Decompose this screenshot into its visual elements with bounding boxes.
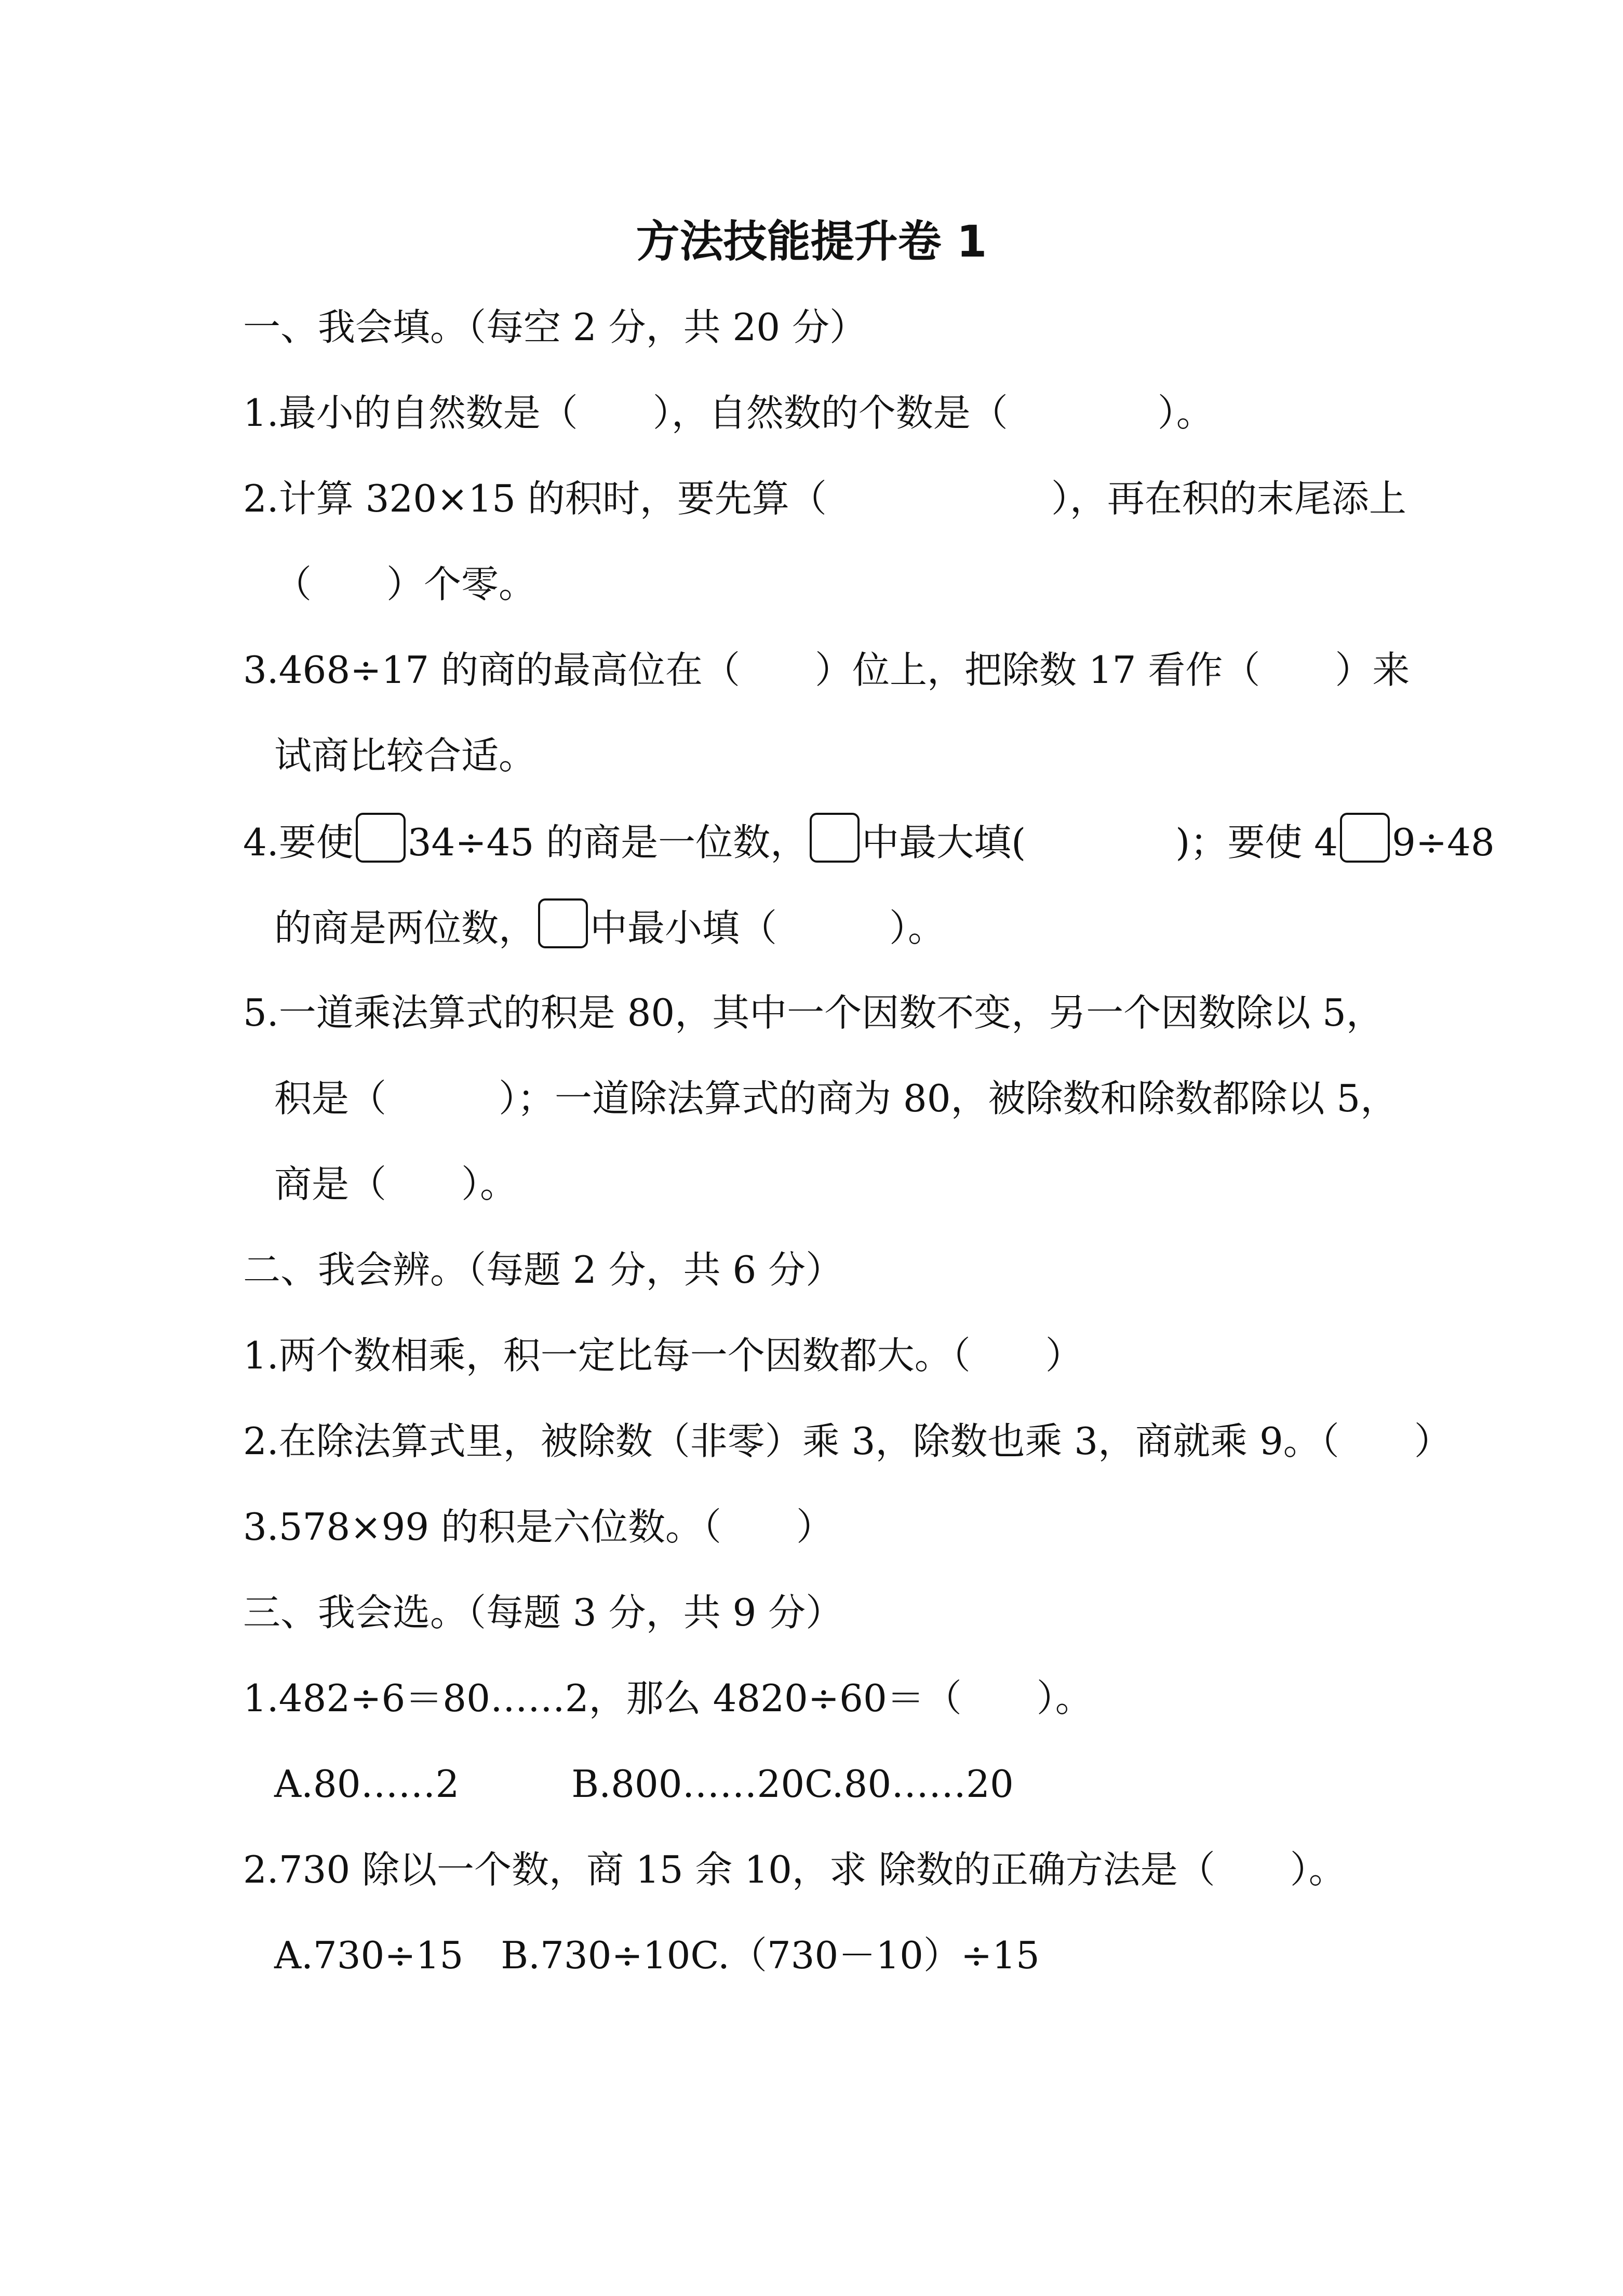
fill-question-4 (243, 813, 1495, 871)
fill-question-5-end: 商是（ ）。 (274, 1162, 518, 1206)
section-heading-fill: 一、我会填。（每空 2 分，共 20 分） (243, 305, 867, 349)
section-heading-choose: 三、我会选。（每题 3 分，共 9 分） (243, 1591, 843, 1634)
answer-box[interactable] (356, 813, 406, 863)
fill-question-4-suffix: 9÷48 (1392, 821, 1495, 864)
fill-question-3: 3.468÷17 的商的最高位在（ ）位上，把除数 17 看作（ ）来 (243, 648, 1410, 692)
answer-box[interactable] (1340, 813, 1390, 863)
page-title: 方法技能提升卷 1 (636, 216, 987, 267)
fill-question-2: 2.计算 320×15 的积时，要先算（ ），再在积的末尾添上 (243, 477, 1406, 520)
fill-question-5-continued: 积是（ ）；一道除法算式的商为 80，被除数和除数都除以 5， (274, 1077, 1398, 1120)
fill-question-5: 5.一道乘法算式的积是 80，其中一个因数不变，另一个因数除以 5， (243, 991, 1384, 1035)
answer-box[interactable] (810, 813, 860, 863)
section-heading-judge: 二、我会辨。（每题 2 分，共 6 分） (243, 1248, 843, 1292)
fill-question-2-continued: （ ）个零。 (274, 562, 536, 606)
choose-question-2: 2.730 除以一个数，商 15 余 10，求 除数的正确方法是（ ）。 (243, 1848, 1346, 1891)
judge-question-2: 2.在除法算式里，被除数（非零）乘 3，除数也乘 3，商就乘 9。（ ） (243, 1419, 1452, 1463)
choose-question-2-options: A.730÷15 B.730÷10C.（730－10）÷15 (274, 1934, 1040, 1977)
fill-question-4b-prefix: 的商是两位数， (274, 906, 536, 950)
choose-question-1-options: A.80……2 B.800……20C.80……20 (274, 1762, 1014, 1806)
judge-question-3: 3.578×99 的积是六位数。（ ） (243, 1505, 834, 1549)
fill-question-4-continued (274, 898, 945, 957)
fill-question-1: 1.最小的自然数是（ ），自然数的个数是（ ）。 (243, 391, 1214, 435)
judge-question-1: 1.两个数相乘，积一定比每一个因数都大。（ ） (243, 1334, 1083, 1377)
answer-box[interactable] (538, 898, 588, 948)
fill-question-4b-suffix: 中最小填（ ）。 (590, 906, 946, 950)
fill-question-4-mid2: 中最大填( )；要使 4 (862, 821, 1338, 864)
fill-question-3-continued: 试商比较合适。 (274, 734, 536, 777)
fill-question-4-prefix: 4.要使 (243, 821, 354, 864)
fill-question-4-mid: 34÷45 的商是一位数， (407, 821, 808, 864)
choose-question-1: 1.482÷6＝80……2，那么 4820÷60＝（ ）。 (243, 1676, 1093, 1720)
